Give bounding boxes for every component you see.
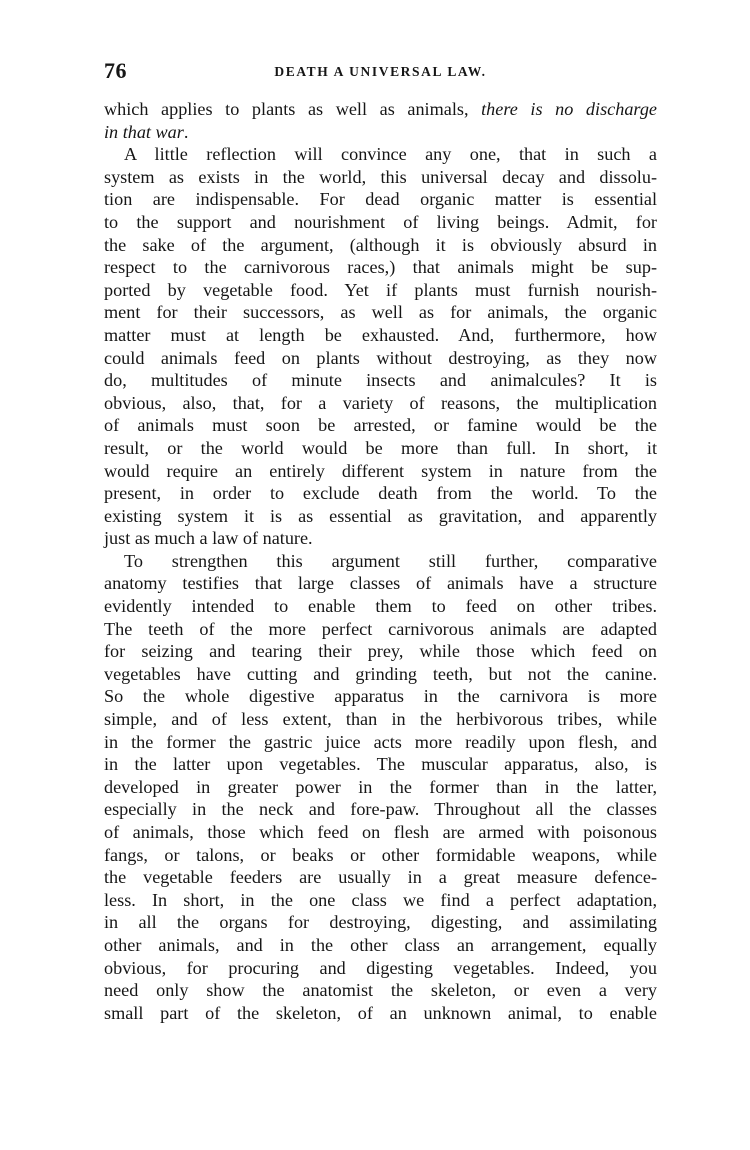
text-line xyxy=(104,889,657,912)
text-line xyxy=(104,392,657,415)
text-run: other animals, and in the other class an arrangement, equally xyxy=(104,934,657,955)
text-run: less. In short, in the one class we find a perfect adaptation, xyxy=(104,889,657,910)
text-run: evidently intended to enable them to feed on other tribes. xyxy=(104,596,657,617)
text-line xyxy=(104,527,657,550)
text-run: obvious, also, that, for a variety of reasons, the multiplication xyxy=(104,392,657,413)
text-line xyxy=(104,640,657,663)
text-line xyxy=(104,979,657,1002)
text-line xyxy=(104,256,657,279)
text-line xyxy=(104,595,657,618)
text-run: A little reflection will convince any one, that in such a xyxy=(124,144,657,165)
running-title: DEATH A UNIVERSAL LAW. xyxy=(274,64,487,79)
text-run: . xyxy=(183,121,189,142)
text-run: just as much a law of nature. xyxy=(104,528,313,549)
text-run: existing system it is as essential as gravitation, and apparently xyxy=(104,505,657,526)
text-line xyxy=(104,572,657,595)
paragraph xyxy=(104,143,657,550)
text-run: present, in order to exclude death from the world. To the xyxy=(104,483,657,504)
text-run: do, multitudes of minute insects and animalcules? It is xyxy=(104,370,657,391)
body-text xyxy=(104,98,657,1024)
text-run: in the former the gastric juice acts more readily upon flesh, and xyxy=(104,731,657,752)
text-run: result, or the world would be more than full. In short, it xyxy=(104,437,657,458)
paragraph xyxy=(104,550,657,1024)
text-line xyxy=(104,437,657,460)
text-line xyxy=(104,505,657,528)
text-run: developed in greater power in the former than in the latter, xyxy=(104,776,657,797)
text-run: for seizing and tearing their prey, while those which feed on xyxy=(104,641,657,662)
text-line xyxy=(104,279,657,302)
text-run: would require an entirely different system in nature from the xyxy=(104,460,657,481)
text-line xyxy=(104,414,657,437)
text-line xyxy=(104,663,657,686)
text-run: vegetables have cutting and grinding teeth, but not the canine. xyxy=(104,663,657,684)
text-run: ment for their successors, as well as for animals, the organic xyxy=(104,302,657,323)
italic-text: there is no discharge xyxy=(481,99,657,119)
text-line xyxy=(104,347,657,370)
text-run: to the support and nourishment of living beings. Admit, for xyxy=(104,211,657,232)
text-run: small part of the skeleton, of an unknown animal, to enable xyxy=(104,1002,657,1023)
text-line xyxy=(104,211,657,234)
text-run: of animals, those which feed on flesh are armed with poisonous xyxy=(104,822,657,842)
text-run: could animals feed on plants without destroying, as they now xyxy=(104,347,657,368)
text-run: fangs, or talons, or beaks or other formidable weapons, while xyxy=(104,844,657,865)
text-line xyxy=(104,460,657,483)
text-line xyxy=(104,550,657,573)
text-line xyxy=(104,731,657,754)
text-line xyxy=(104,98,657,121)
text-run: simple, and of less extent, than in the herbivorous tribes, while xyxy=(104,709,657,730)
text-line xyxy=(104,776,657,799)
text-line xyxy=(104,166,657,189)
text-run: The teeth of the more perfect carnivorous animals are adapted xyxy=(104,618,657,639)
text-line xyxy=(104,482,657,505)
text-line xyxy=(104,844,657,867)
text-run: the vegetable feeders are usually in a great measure defence- xyxy=(104,867,657,888)
text-line xyxy=(104,369,657,392)
italic-text: in that war xyxy=(104,121,184,142)
text-run: of animals must soon be arrested, or famine would be the xyxy=(104,415,657,436)
text-run: respect to the carnivorous races,) that animals might be sup- xyxy=(104,257,657,278)
text-run: matter must at length be exhausted. And, furthermore, how xyxy=(104,324,657,345)
text-line xyxy=(104,911,657,934)
text-line xyxy=(104,957,657,980)
text-run: So the whole digestive apparatus in the carnivora is more xyxy=(104,686,657,707)
text-line xyxy=(104,301,657,324)
text-line xyxy=(104,934,657,957)
running-head xyxy=(104,58,657,88)
text-line xyxy=(104,1002,657,1025)
text-run: especially in the neck and fore-paw. Throughout all the classes xyxy=(104,799,657,820)
text-line xyxy=(104,234,657,257)
text-run: which applies to plants as well as animals, xyxy=(104,99,482,119)
page-number: 76 xyxy=(104,58,127,83)
text-line xyxy=(104,121,657,144)
text-run: To strengthen this argument still further, comparative xyxy=(124,550,657,571)
text-run: the sake of the argument, (although it is obviously absurd in xyxy=(104,234,657,255)
text-line xyxy=(104,821,657,844)
paragraph xyxy=(104,98,657,143)
text-run: tion are indispensable. For dead organic matter is essential xyxy=(104,189,657,210)
text-line xyxy=(104,188,657,211)
text-line xyxy=(104,866,657,889)
text-line xyxy=(104,324,657,347)
text-run: system as exists in the world, this universal decay and dissolu- xyxy=(104,166,657,187)
text-run: in all the organs for destroying, digesting, and assimilating xyxy=(104,912,657,933)
text-line xyxy=(104,618,657,641)
text-run: ported by vegetable food. Yet if plants must furnish nourish- xyxy=(104,279,657,300)
text-run: need only show the anatomist the skeleton, or even a very xyxy=(104,980,657,1001)
text-line xyxy=(104,708,657,731)
text-run: obvious, for procuring and digesting vegetables. Indeed, you xyxy=(104,957,657,978)
text-line xyxy=(104,143,657,166)
text-run: in the latter upon vegetables. The muscular apparatus, also, is xyxy=(104,754,657,775)
text-run: anatomy testifies that large classes of animals have a structure xyxy=(104,573,657,594)
text-line xyxy=(104,798,657,821)
text-line xyxy=(104,685,657,708)
text-line xyxy=(104,753,657,776)
